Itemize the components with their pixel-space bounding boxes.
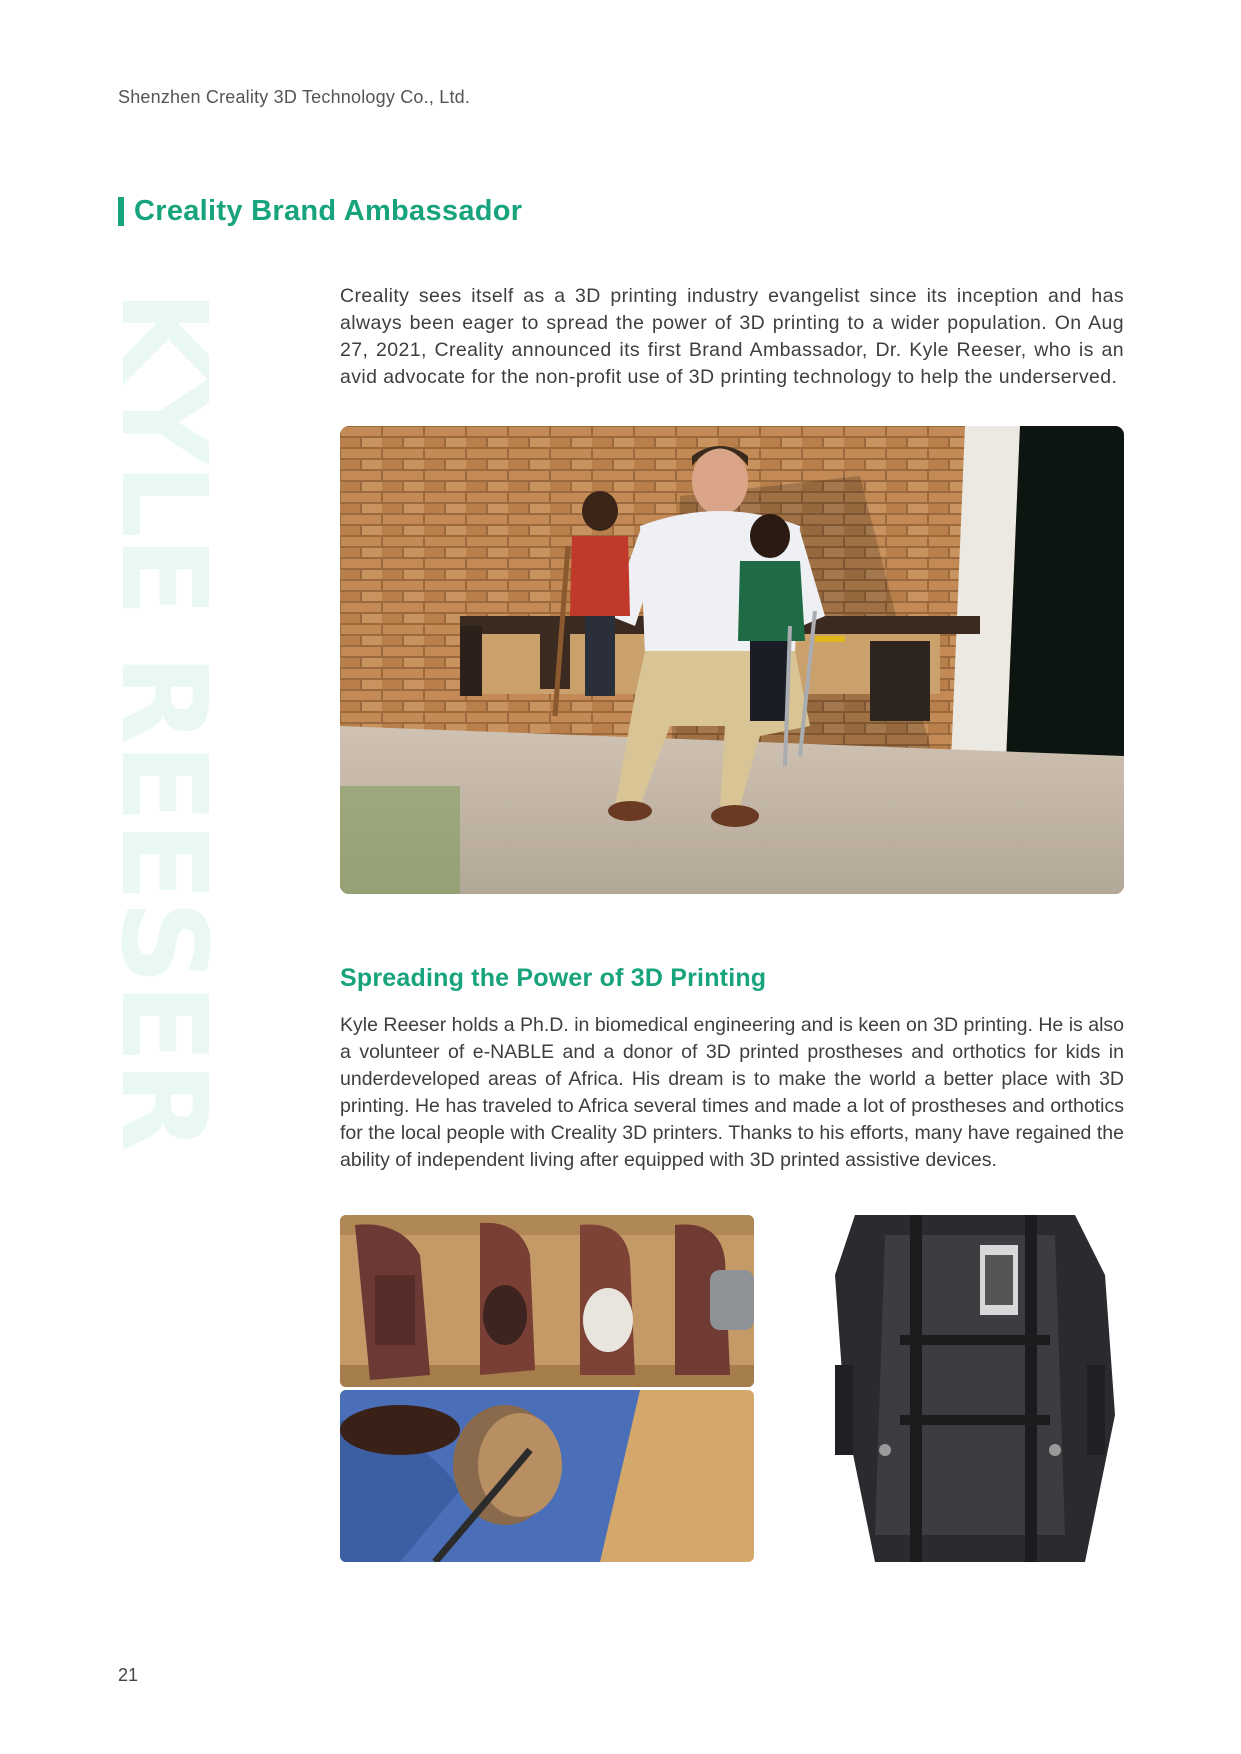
page-number: 21 bbox=[118, 1665, 139, 1685]
vertical-name-watermark: KYLE REESER bbox=[95, 290, 233, 1151]
prosthetic-feet-photo bbox=[340, 1215, 754, 1387]
section-accent-bar bbox=[118, 197, 124, 226]
printed-part-photo bbox=[340, 1390, 754, 1562]
subheading: Spreading the Power of 3D Printing bbox=[340, 964, 767, 992]
section-title: Creality Brand Ambassador bbox=[134, 194, 523, 227]
backpack-device-photo bbox=[815, 1215, 1125, 1562]
bio-paragraph: Kyle Reeser holds a Ph.D. in biomedical engineering and is keen on 3D printing. He is also a volunteer of e-NABLE and a donor of 3D printed prostheses and orthotics for kids in underdeveloped areas of Africa. His dream is to make the world a better place with 3D printing. He has traveled to Africa several times and made a lot of prostheses and orthotics for the local people with Creality 3D printers. Thanks to his efforts, many have regained the ability of independent living after equipped with 3D printed assistive devices. bbox=[340, 1014, 1124, 1171]
intro-paragraph: Creality sees itself as a 3D printing industry evangelist since its inception and has always been eager to spread the power of 3D printing to a wider population. On Aug 27, 2021, Creality announced its first Brand Ambassador, Dr. Kyle Reeser, who is an avid advocate for the non-profit use of 3D printing technology to help the underserved. bbox=[340, 285, 1124, 388]
section-heading bbox=[118, 193, 522, 229]
ambassador-photo bbox=[340, 426, 1124, 894]
company-name: Shenzhen Creality 3D Technology Co., Ltd. bbox=[118, 87, 471, 107]
